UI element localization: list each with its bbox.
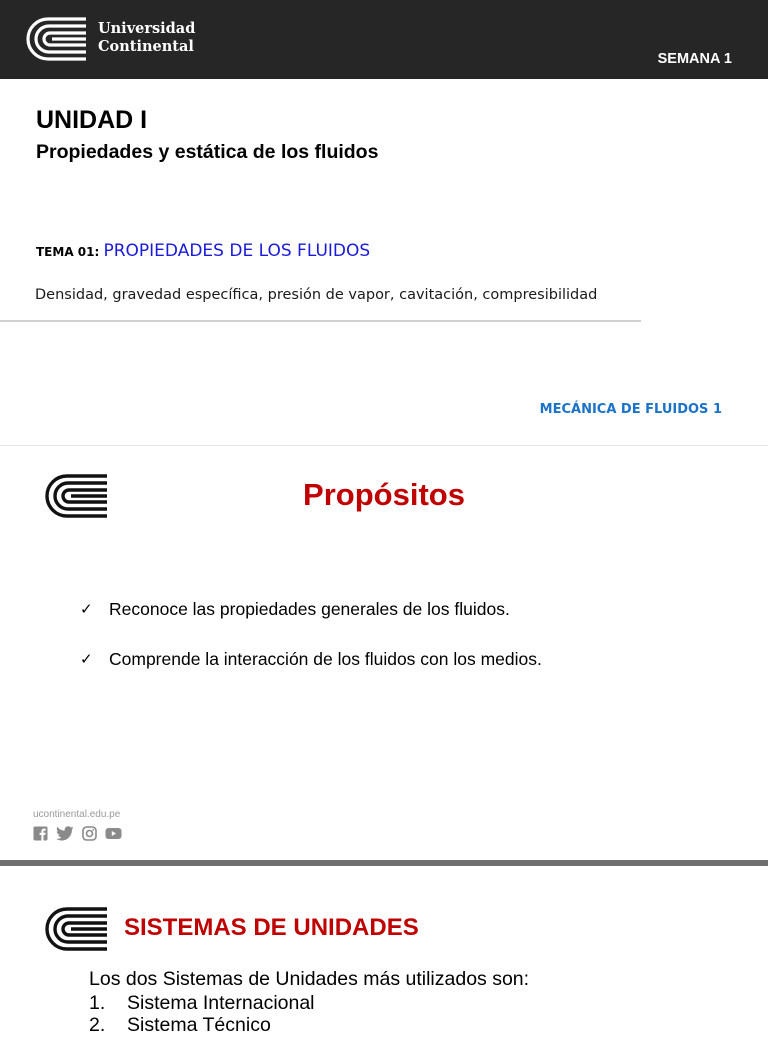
week-label: SEMANA 1 bbox=[657, 51, 732, 67]
university-name-line1: Universidad bbox=[98, 20, 196, 37]
purposes-slide bbox=[0, 446, 768, 858]
website-link[interactable]: ucontinental.edu.pe bbox=[33, 809, 121, 820]
university-logo-icon bbox=[45, 905, 109, 953]
topic-name: PROPIEDADES DE LOS FLUIDOS bbox=[103, 241, 371, 261]
social-icons bbox=[33, 826, 122, 846]
divider bbox=[0, 320, 641, 322]
topic-description: Densidad, gravedad específica, presión de vapor, cavitación, compresibilidad bbox=[35, 287, 598, 303]
purposes-title bbox=[0, 477, 768, 513]
purposes-title-text: Propósitos bbox=[303, 477, 465, 512]
checkmark-icon: ✓ bbox=[80, 600, 93, 618]
university-logo-icon bbox=[28, 16, 88, 62]
list-item bbox=[89, 1014, 315, 1036]
facebook-icon[interactable] bbox=[33, 826, 48, 846]
header-bar bbox=[0, 0, 768, 79]
checkmark-icon: ✓ bbox=[80, 650, 93, 668]
list-number: 1. bbox=[89, 992, 106, 1014]
units-slide bbox=[0, 866, 768, 1036]
unit-title: UNIDAD I bbox=[36, 106, 148, 134]
units-list bbox=[89, 992, 315, 1036]
instagram-icon[interactable] bbox=[82, 826, 97, 846]
topic-label: TEMA 01: bbox=[36, 245, 104, 259]
units-intro: Los dos Sistemas de Unidades más utilizados son: bbox=[89, 968, 530, 990]
purposes-list bbox=[80, 599, 542, 699]
university-name bbox=[98, 20, 195, 56]
title-slide bbox=[0, 0, 768, 445]
list-item bbox=[80, 649, 542, 699]
list-item bbox=[89, 992, 315, 1014]
unit-subtitle: Propiedades y estática de los fluidos bbox=[36, 141, 379, 163]
list-text: Sistema Internacional bbox=[127, 992, 315, 1014]
twitter-icon[interactable] bbox=[56, 826, 74, 846]
topic-heading bbox=[36, 241, 370, 261]
list-number: 2. bbox=[89, 1014, 106, 1036]
youtube-icon[interactable] bbox=[105, 826, 122, 846]
purpose-text: Comprende la interacción de los fluidos con los medios. bbox=[109, 649, 542, 669]
course-name: MECÁNICA DE FLUIDOS 1 bbox=[539, 402, 722, 417]
list-item bbox=[80, 599, 542, 649]
university-name-line2: Continental bbox=[98, 38, 194, 55]
units-title: SISTEMAS DE UNIDADES bbox=[124, 914, 419, 941]
purpose-text: Reconoce las propiedades generales de los fluidos. bbox=[109, 599, 510, 619]
list-text: Sistema Técnico bbox=[127, 1014, 271, 1036]
